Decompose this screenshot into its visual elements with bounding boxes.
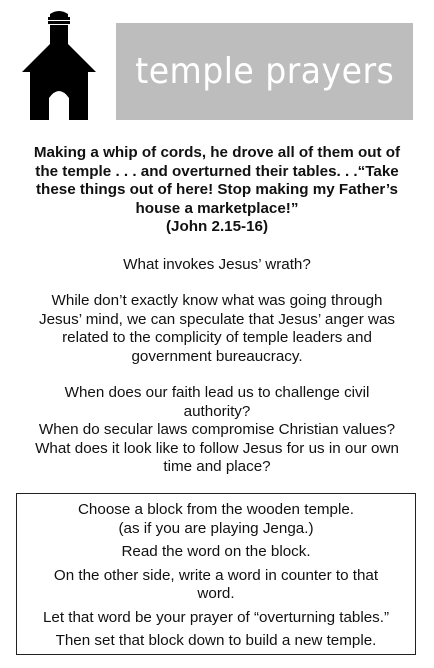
activity-line: (as if you are playing Jenga.) [118, 519, 314, 537]
reflection-line: government bureaucracy. [131, 347, 303, 365]
activity-line: Choose a block from the wooden temple. [77, 501, 355, 518]
scripture-quote [14, 144, 420, 237]
prayer-activity-box [16, 493, 416, 655]
question-line: What does it look like to follow Jesus for us in our own [35, 439, 399, 457]
activity-step [27, 609, 405, 628]
scripture-reference: (John 2.15-16) [165, 218, 269, 235]
activity-line: Let that word be your prayer of “overturning tables.” [42, 608, 390, 626]
reflection-line: related to the complicity of temple leaders and [62, 329, 372, 346]
header [0, 0, 434, 130]
scripture-line: house a marketplace!” [135, 199, 299, 217]
scripture-line: Making a whip of cords, he drove all of them out of [33, 144, 401, 161]
reflection-paragraph [14, 292, 420, 366]
activity-step [27, 543, 405, 562]
title-banner [116, 23, 413, 120]
activity-step [27, 501, 405, 538]
main-content [0, 144, 434, 477]
question-heading: What invokes Jesus’ wrath? [123, 255, 311, 273]
scripture-line: these things out of here! Stop making my Father’s [35, 181, 399, 198]
scripture-line: the temple . . . and overturned their tables. . .“Take [35, 162, 399, 180]
question-line: authority? [183, 402, 251, 420]
discussion-questions [14, 384, 420, 477]
activity-step [27, 632, 405, 651]
question-line: When does our faith lead us to challenge civil [64, 384, 370, 401]
activity-line: word. [197, 585, 235, 602]
activity-line: On the other side, write a word in counter to that [53, 566, 379, 584]
reflection-line: Jesus’ mind, we can speculate that Jesus’ anger was [39, 310, 395, 328]
question-line: When do secular laws compromise Christian values? [38, 421, 396, 438]
activity-line: Read the word on the block. [121, 543, 311, 560]
activity-step [27, 567, 405, 604]
temple-church-icon [18, 8, 100, 120]
reflection-line: While don’t exactly know what was going through [51, 292, 383, 309]
question-line: time and place? [163, 458, 271, 475]
activity-line: Then set that block down to build a new temple. [55, 632, 377, 649]
page-title: temple prayers [135, 51, 394, 92]
